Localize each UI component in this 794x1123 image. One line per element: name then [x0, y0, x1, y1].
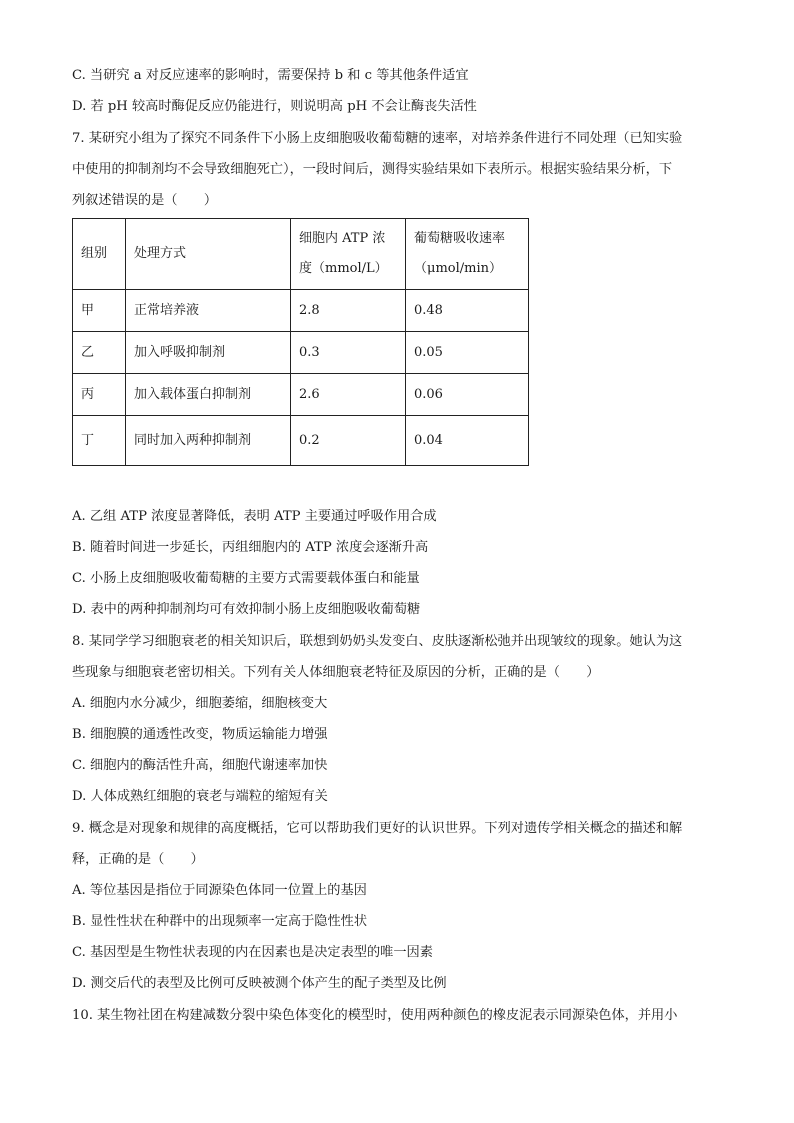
cell-group: 丙: [73, 374, 126, 416]
cell-rate: 0.06: [406, 374, 529, 416]
cell-atp: 0.3: [291, 332, 406, 374]
q8-option-b: B. 细胞膜的通透性改变，物质运输能力增强: [72, 727, 328, 742]
cell-atp: 2.6: [291, 374, 406, 416]
header-atp-line-1: 细胞内 ATP 浓: [299, 231, 386, 246]
table-row: [73, 332, 529, 374]
cell-group: 甲: [73, 290, 126, 332]
q9-option-d: D. 测交后代的表型及比例可反映被测个体产生的配子类型及比例: [72, 976, 447, 991]
header-rate-line-2: （μmol/min）: [414, 261, 502, 276]
q10-stem-line-1: 10. 某生物社团在构建减数分裂中染色体变化的模型时，使用两种颜色的橡皮泥表示同源染色体，并用小: [72, 1008, 678, 1023]
cell-atp: 0.2: [291, 416, 406, 466]
cell-group: 丁: [73, 416, 126, 466]
cell-rate: 0.04: [406, 416, 529, 466]
q9-option-c: C. 基因型是生物性状表现的内在因素也是决定表型的唯一因素: [72, 945, 433, 960]
q9-stem-line-1: 9. 概念是对现象和规律的高度概括，它可以帮助我们更好的认识世界。下列对遗传学相关概念的描述和解: [72, 821, 683, 836]
q7-stem-line-1: 7. 某研究小组为了探究不同条件下小肠上皮细胞吸收葡萄糖的速率，对培养条件进行不同处理（已知实验: [72, 131, 683, 146]
q9-stem-line-2: 释，正确的是（ ）: [72, 852, 204, 867]
header-atp: [291, 219, 406, 290]
table-row: [73, 290, 529, 332]
header-rate-line-1: 葡萄糖吸收速率: [414, 231, 506, 246]
q8-option-a: A. 细胞内水分减少，细胞萎缩，细胞核变大: [72, 696, 328, 711]
q6-option-d: D. 若 pH 较高时酶促反应仍能进行，则说明高 pH 不会让酶丧失活性: [72, 99, 477, 114]
q7-option-d: D. 表中的两种抑制剂均可有效抑制小肠上皮细胞吸收葡萄糖: [72, 602, 421, 617]
cell-atp: 2.8: [291, 290, 406, 332]
q9-option-a: A. 等位基因是指位于同源染色体同一位置上的基因: [72, 883, 367, 898]
cell-rate: 0.05: [406, 332, 529, 374]
header-atp-line-2: 度（mmol/L）: [299, 261, 388, 276]
table-row: [73, 416, 529, 466]
results-table: [72, 218, 529, 466]
q7-option-b: B. 随着时间进一步延长，丙组细胞内的 ATP 浓度会逐渐升高: [72, 540, 429, 555]
q8-stem-line-2: 些现象与细胞衰老密切相关。下列有关人体细胞衰老特征及原因的分析，正确的是（ ）: [72, 665, 600, 680]
header-method: 处理方式: [126, 219, 291, 290]
q8-option-c: C. 细胞内的酶活性升高，细胞代谢速率加快: [72, 758, 328, 773]
q7-option-c: C. 小肠上皮细胞吸收葡萄糖的主要方式需要载体蛋白和能量: [72, 571, 420, 586]
q9-option-b: B. 显性性状在种群中的出现频率一定高于隐性性状: [72, 914, 368, 929]
q8-stem-line-1: 8. 某同学学习细胞衰老的相关知识后，联想到奶奶头发变白、皮肤逐渐松弛并出现皱纹的现象。她认为这: [72, 634, 683, 649]
q7-option-a: A. 乙组 ATP 浓度显著降低，表明 ATP 主要通过呼吸作用合成: [72, 509, 437, 524]
q6-option-c: C. 当研究 a 对反应速率的影响时，需要保持 b 和 c 等其他条件适宜: [72, 68, 469, 83]
q7-stem-line-2: 中使用的抑制剂均不会导致细胞死亡），一段时间后，测得实验结果如下表所示。根据实验结果分析，下: [72, 162, 673, 177]
cell-method: 加入载体蛋白抑制剂: [126, 374, 291, 416]
table-header-row: [73, 219, 529, 290]
cell-method: 加入呼吸抑制剂: [126, 332, 291, 374]
q8-option-d: D. 人体成熟红细胞的衰老与端粒的缩短有关: [72, 789, 328, 804]
cell-method: 同时加入两种抑制剂: [126, 416, 291, 466]
cell-rate: 0.48: [406, 290, 529, 332]
table-row: [73, 374, 529, 416]
header-rate: [406, 219, 529, 290]
cell-method: 正常培养液: [126, 290, 291, 332]
q7-stem-line-3: 列叙述错误的是（ ）: [72, 193, 218, 208]
cell-group: 乙: [73, 332, 126, 374]
header-group: 组别: [73, 219, 126, 290]
